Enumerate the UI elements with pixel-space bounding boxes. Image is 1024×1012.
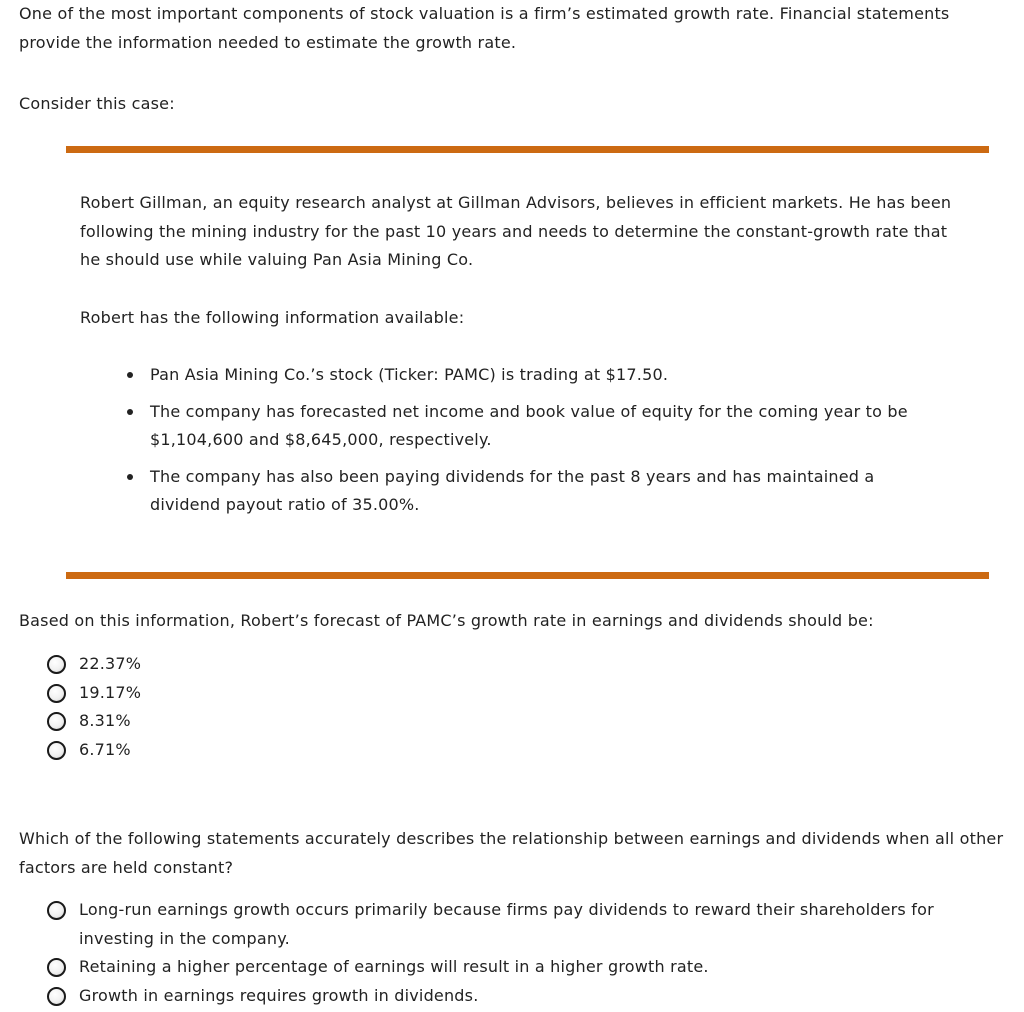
q1-option-label: 22.37% bbox=[79, 654, 142, 673]
case-scenario: Robert Gillman, an equity research analyst at Gillman Advisors, believes in efficient markets. He has been following the mining industry for the past 10 years and needs to determine the constant-growth rate that he should use while valuing Pan Asia Mining Co. bbox=[80, 193, 952, 269]
q1-option-label: 19.17% bbox=[79, 682, 142, 702]
q2-option-3[interactable] bbox=[47, 982, 997, 1011]
intro-paragraph: One of the most important components of stock valuation is a firm’s estimated growth rate. Financial statements provide the information needed to estimate the growth rate. bbox=[19, 4, 950, 52]
question-1-prompt: Based on this information, Robert’s forecast of PAMC’s growth rate in earnings and dividends should be: bbox=[19, 611, 874, 630]
radio-button-icon[interactable] bbox=[47, 958, 66, 977]
case-top-divider bbox=[66, 146, 989, 153]
case-bullet-list bbox=[150, 361, 930, 528]
consider-label: Consider this case: bbox=[19, 94, 175, 113]
q1-option-label: 6.71% bbox=[79, 739, 131, 759]
radio-button-icon[interactable] bbox=[47, 987, 66, 1006]
q1-option-label: 8.31% bbox=[79, 711, 131, 730]
question-2-options bbox=[47, 896, 997, 1010]
question-2-prompt: Which of the following statements accurately describes the relationship between earnings and dividends when all other factors are held constant? bbox=[19, 829, 1004, 877]
radio-button-icon[interactable] bbox=[47, 901, 66, 920]
case-available-label: Robert has the following information available: bbox=[80, 308, 465, 327]
q1-option-2[interactable] bbox=[47, 679, 141, 708]
bullet-stock-price: Pan Asia Mining Co.’s stock (Ticker: PAMC) is trading at $17.50. bbox=[150, 361, 930, 390]
q2-option-label: Growth in earnings requires growth in dividends. bbox=[79, 985, 479, 1005]
bullet-dividend-payout: The company has also been paying dividends for the past 8 years and has maintained a dividend payout ratio of 35.00%. bbox=[150, 463, 930, 520]
radio-button-icon[interactable] bbox=[47, 712, 66, 731]
question-1-options bbox=[47, 650, 141, 764]
radio-button-icon[interactable] bbox=[47, 684, 66, 703]
q2-option-label: Retaining a higher percentage of earnings will result in a higher growth rate. bbox=[79, 957, 709, 976]
radio-button-icon[interactable] bbox=[47, 741, 66, 760]
q2-option-1[interactable] bbox=[47, 896, 997, 953]
q1-option-4[interactable] bbox=[47, 736, 141, 765]
q1-option-1[interactable] bbox=[47, 650, 141, 679]
radio-button-icon[interactable] bbox=[47, 655, 66, 674]
q2-option-2[interactable] bbox=[47, 953, 997, 982]
q2-option-label: Long-run earnings growth occurs primarily because firms pay dividends to reward their shareholders for investing in the company. bbox=[79, 900, 934, 948]
q1-option-3[interactable] bbox=[47, 707, 141, 736]
case-bottom-divider bbox=[66, 572, 989, 579]
bullet-net-income-equity: The company has forecasted net income and book value of equity for the coming year to be $1,104,600 and $8,645,000, respectively. bbox=[150, 398, 930, 455]
